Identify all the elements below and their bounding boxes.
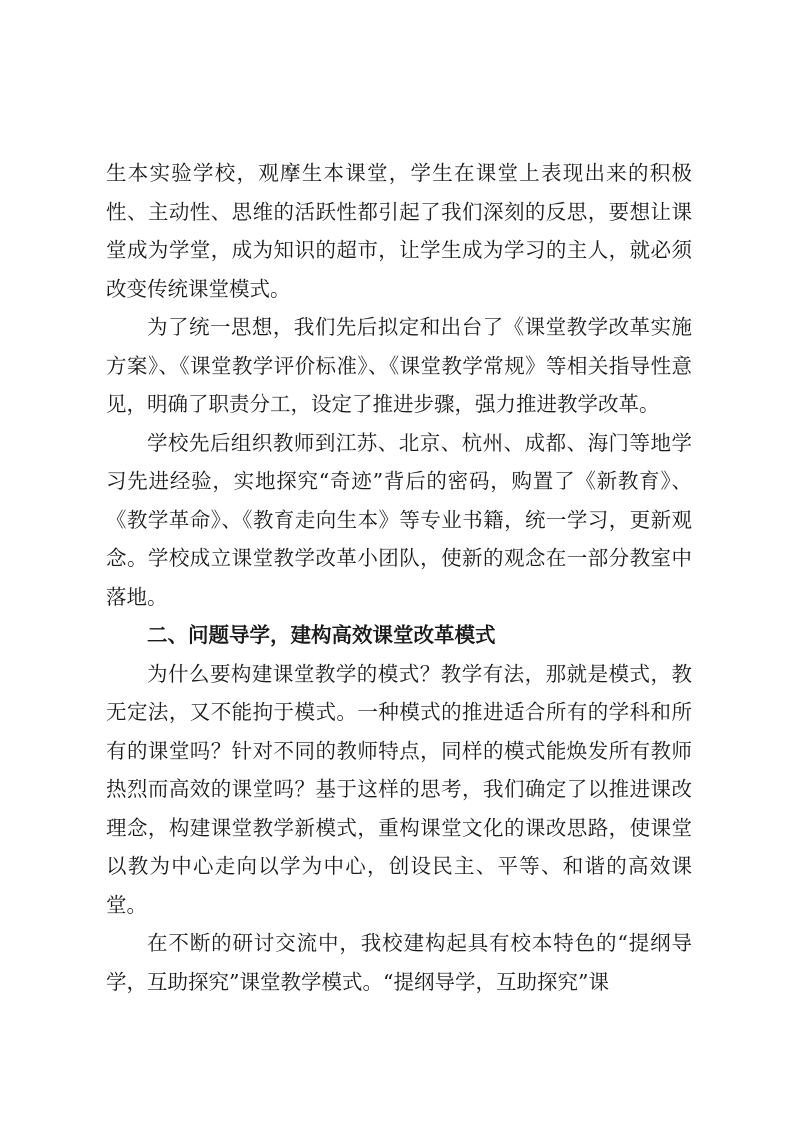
paragraph-study-visits: 学校先后组织教师到江苏、北京、杭州、成都、海门等地学习先进经验，实地探究“奇迹”背后的密码，购置了《新教育》、《教学革命》、《教育走向生本》等专业书籍，统一学习，更新观念。学校成立课堂教学改革小团队，使新的观念在一部分教室中落地。 <box>106 430 692 609</box>
paragraph-implementation-plan: 为了统一思想，我们先后拟定和出台了《课堂教学改革实施方案》、《课堂教学评价标准》、《课堂教学常规》等相关指导性意见，明确了职责分工，设定了推进步骤，强力推进教学改革。 <box>106 315 692 416</box>
paragraph-why-model: 为什么要构建课堂教学的模式？教学有法，那就是模式，教无定法，又不能拘于模式。一种模式的推进适合所有的学科和所有的课堂吗？针对不同的教师特点，同样的模式能焕发所有教师热烈而高效的课堂吗？基于这样的思考，我们确定了以推进课改理念，构建课堂教学新模式，重构课堂文化的课改思路，使课堂以教为中心走向以学为中心，创设民主、平等、和谐的高效课堂。 <box>106 661 692 917</box>
section-heading: 二、问题导学，建构高效课堂改革模式 <box>147 623 496 647</box>
paragraph-school-model: 在不断的研讨交流中，我校建构起具有校本特色的“提纲导学，互助探究”课堂教学模式。“提纲导学，互助探究”课 <box>106 931 692 994</box>
paragraph-continuation: 生本实验学校，观摩生本课堂，学生在课堂上表现出来的积极性、主动性、思维的活跃性都引起了我们深刻的反思，要想让课堂成为学堂，成为知识的超市，让学生成为学习的主人，就必须改变传统课堂模式。 <box>106 161 692 301</box>
document-body <box>106 154 692 1001</box>
